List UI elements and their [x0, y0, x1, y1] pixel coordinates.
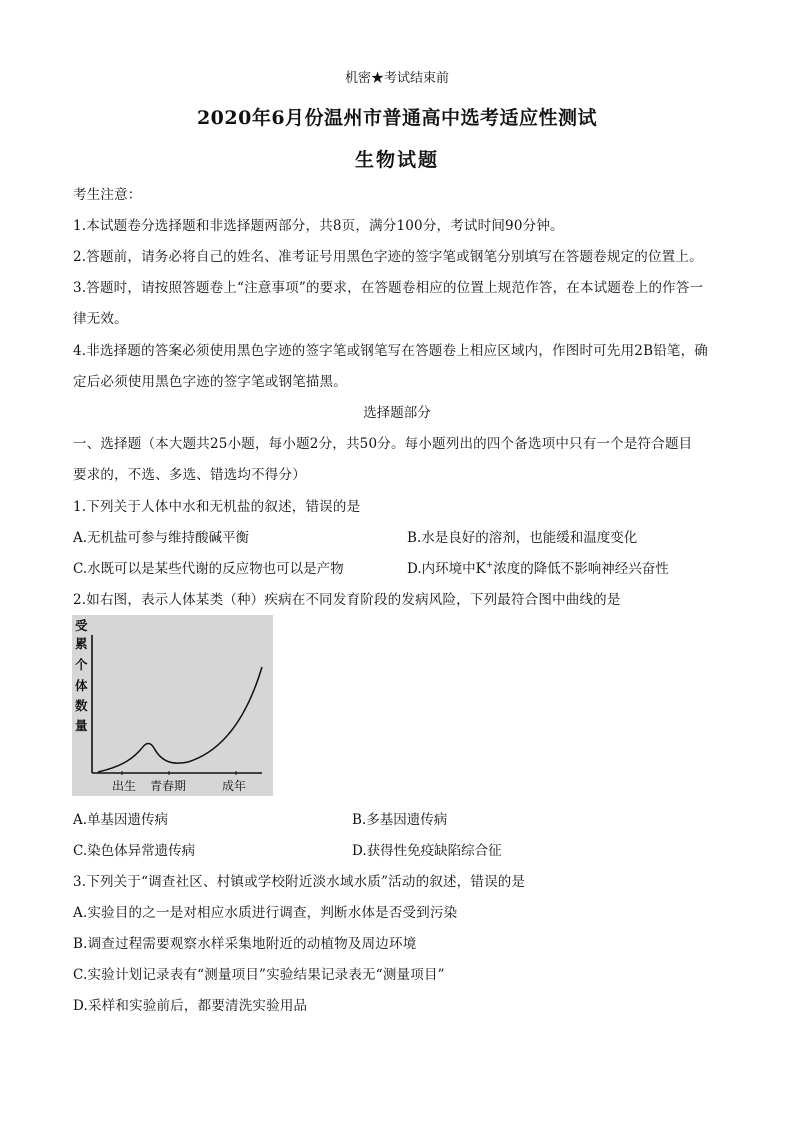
q2-risk-curve — [98, 667, 262, 772]
q2-y-label-char: 受 — [75, 618, 88, 633]
q2-y-label-char: 累 — [75, 636, 88, 651]
confidential-label: 机密★考试结束前 — [344, 71, 449, 86]
notice-item-2: 2.答题前，请务必将自己的姓名、准考证号用黑色字迹的签字笔或钢笔分别填写在答题卷规定的位置上。 — [73, 249, 703, 265]
q2-x-label-puberty: 青春期 — [150, 779, 187, 793]
q3-option-c: C.实验计划记录表有“测量项目”实验结果记录表无“测量项目” — [73, 967, 445, 983]
q2-option-a: A.单基因遗传病 — [73, 812, 169, 828]
q2-risk-curve-svg — [72, 615, 273, 796]
q1-option-d-post: 浓度的降低不影响神经兴奋性 — [493, 561, 669, 577]
q2-stem: 2.如右图，表示人体某类（种）疾病在不同发育阶段的发病风险，下列最符合图中曲线的是 — [73, 592, 621, 608]
q2-option-d: D.获得性免疫缺陷综合征 — [352, 843, 502, 859]
q3-option-d: D.采样和实验前后，都要清洗实验用品 — [73, 998, 308, 1014]
q3-option-a: A.实验目的之一是对相应水质进行调查，判断水体是否受到污染 — [73, 905, 458, 921]
notice-item-3-line-1: 3.答题时，请按照答题卷上“注意事项”的要求，在答题卷相应的位置上规范作答，在本试题卷上的作答一 — [73, 280, 704, 296]
q2-x-label-birth: 出生 — [112, 779, 137, 793]
q2-y-label-char: 个 — [75, 657, 88, 672]
notice-item-4-line-1: 4.非选择题的答案必须使用黑色字迹的签字笔或钢笔写在答题卷上相应区域内，作图时可先用2B铅笔，确 — [73, 343, 708, 359]
q2-y-label-char: 数 — [75, 698, 88, 713]
notice-item-3-line-2: 律无效。 — [73, 311, 128, 327]
exam-title: 2020年6月份温州市普通高中选考适应性测试 — [196, 107, 598, 129]
q1-option-c: C.水既可以是某些代谢的反应物也可以是产物 — [73, 561, 344, 577]
q2-y-label-char: 量 — [75, 718, 88, 733]
q1-option-b: B.水是良好的溶剂，也能缓和温度变化 — [407, 530, 638, 546]
q1-option-d — [407, 557, 669, 577]
q2-option-b: B.多基因遗传病 — [352, 812, 448, 828]
notice-heading: 考生注意： — [73, 187, 142, 203]
q2-y-label-char: 体 — [75, 678, 88, 693]
section-title: 选择题部分 — [363, 405, 431, 421]
q1-option-d-sup: + — [485, 560, 494, 571]
section-intro-line-2: 要求的，不选、多选、错选均不得分） — [73, 467, 306, 483]
q3-option-b: B.调查过程需要观察水样采集地附近的动植物及周边环境 — [73, 936, 417, 952]
notice-item-1: 1.本试题卷分选择题和非选择题两部分，共8页，满分100分，考试时间90分钟。 — [73, 218, 564, 234]
q1-option-a: A.无机盐可参与维持酸碱平衡 — [73, 530, 250, 546]
q2-x-label-adult: 成年 — [222, 779, 247, 793]
q1-stem: 1.下列关于人体中水和无机盐的叙述，错误的是 — [73, 499, 361, 515]
q1-option-d-pre: D.内环境中K — [407, 561, 486, 577]
section-intro-line-1: 一、选择题（本大题共25小题，每小题2分，共50分。每小题列出的四个备选项中只有一个是符合题目 — [73, 436, 693, 452]
q2-option-c: C.染色体异常遗传病 — [73, 843, 196, 859]
q3-stem: 3.下列关于“调查社区、村镇或学校附近淡水域水质”活动的叙述，错误的是 — [73, 874, 526, 890]
q2-risk-curve-figure — [72, 615, 273, 796]
exam-subtitle: 生物试题 — [354, 149, 439, 171]
notice-item-4-line-2: 定后必须使用黑色字迹的签字笔或钢笔描黑。 — [73, 374, 347, 390]
